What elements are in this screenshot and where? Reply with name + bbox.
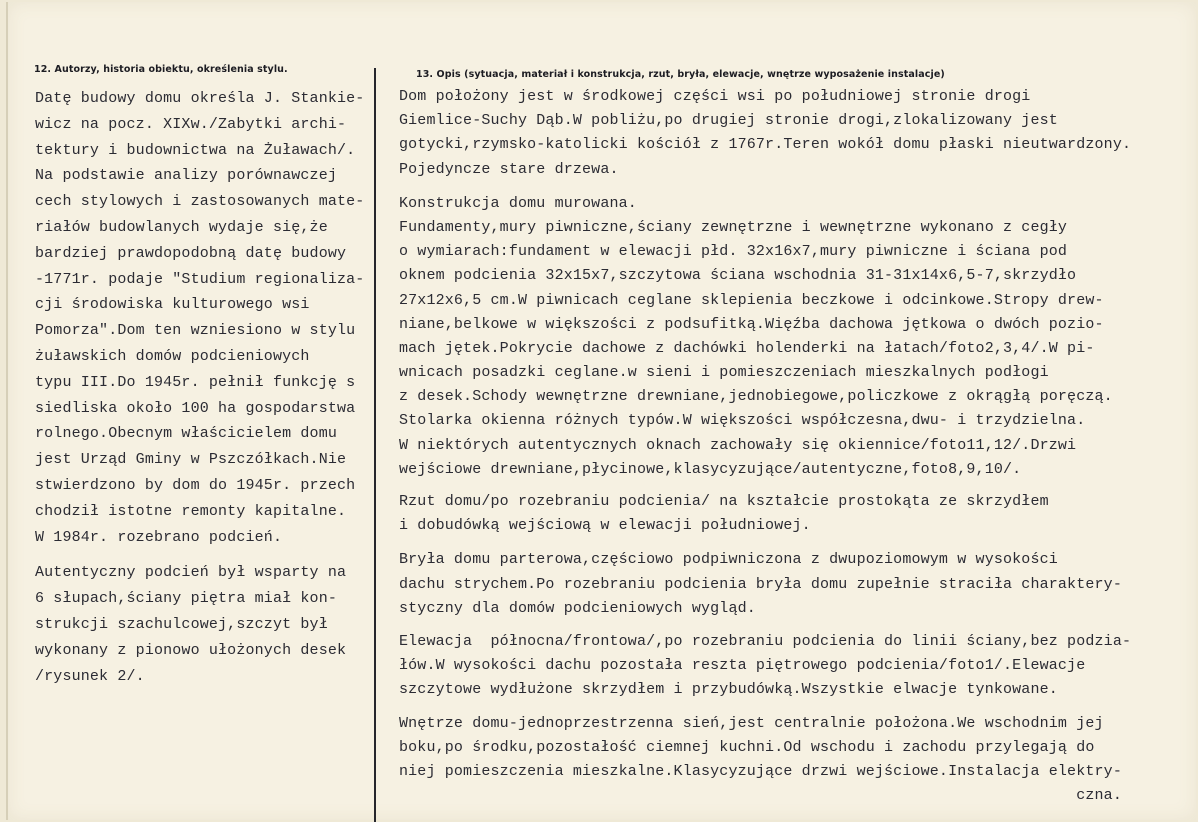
section-12-header: 12. Autorzy, historia obiektu, określenia stylu. xyxy=(34,64,288,75)
left-column-paragraph xyxy=(35,86,371,550)
text-line: rolnego.Obecnym właścicielem domu xyxy=(35,425,337,443)
text-line: żuławskich domów podcieniowych xyxy=(35,347,310,365)
right-column-paragraph xyxy=(399,548,1189,621)
text-line: styczny dla domów podcieniowych wygląd. xyxy=(399,599,756,617)
text-line: chodził istotne remonty kapitalne. xyxy=(35,502,347,520)
text-line: szczytowe wydłużone skrzydłem i przybudówką.Wszystkie elwacje tynkowane. xyxy=(399,681,1058,699)
section-13-header: 13. Opis (sytuacja, materiał i konstrukcja, rzut, bryła, elewacje, wnętrze wyposażenie instalacje) xyxy=(416,69,945,80)
text-line: bardziej prawdopodobną datę budowy xyxy=(35,244,347,262)
text-line: jest Urząd Gminy w Pszczółkach.Nie xyxy=(35,451,347,469)
text-line: strukcji szachulcowej,szczyt był xyxy=(35,615,328,633)
text-line: czna. xyxy=(399,787,1122,805)
text-line: o wymiarach:fundament w elewacji płd. 32x16x7,mury piwniczne i ściana pod xyxy=(399,243,1068,261)
text-line: Pomorza".Dom ten wzniesiono w stylu xyxy=(35,322,356,340)
text-line: boku,po środku,pozostałość ciemnej kuchni.Od wschodu i zachodu przylegają do xyxy=(399,738,1095,756)
text-line: cech stylowych i zastosowanych mate- xyxy=(35,193,365,211)
right-column-paragraph xyxy=(399,630,1189,703)
text-line: Dom położony jest w środkowej części wsi po południowej stronie drogi xyxy=(399,88,1031,105)
right-column-text xyxy=(399,85,1189,808)
text-line: Bryła domu parterowa,częściowo podpiwniczona z dwupoziomowym w wysokości xyxy=(399,551,1058,569)
text-line: Pojedyncze stare drzewa. xyxy=(399,160,619,178)
text-line: Elewacja północna/frontowa/,po rozebraniu podcienia do linii ściany,bez podzia- xyxy=(399,632,1132,650)
left-column-text xyxy=(35,86,371,689)
text-line: mach jętek.Pokrycie dachowe z dachówki holenderki na łatach/foto2,3,4/.W pi- xyxy=(399,339,1095,357)
text-line: z desek.Schody wewnętrzne drewniane,jednobiegowe,policzkowe z okrągłą poręczą. xyxy=(399,388,1113,406)
text-line: Na podstawie analizy porównawczej xyxy=(35,167,337,185)
text-line: tektury i budownictwa na Żuławach/. xyxy=(35,141,356,159)
text-line: Rzut domu/po rozebraniu podcienia/ na kształcie prostokąta ze skrzydłem xyxy=(399,493,1049,510)
text-line: Giemlice-Suchy Dąb.W pobliżu,po drugiej stronie drogi,zlokalizowany jest xyxy=(399,112,1058,130)
text-line: Autentyczny podcień był wsparty na xyxy=(35,564,347,582)
text-line: Konstrukcja domu murowana. xyxy=(399,194,637,212)
text-line: łów.W wysokości dachu pozostała reszta piętrowego podcienia/foto1/.Elewacje xyxy=(399,657,1086,675)
right-column-paragraph xyxy=(399,85,1189,182)
text-line: Wnętrze domu-jednoprzestrzenna sień,jest centralnie położona.We wschodnim jej xyxy=(399,714,1104,732)
text-line: 27x12x6,5 cm.W piwnicach ceglane sklepienia beczkowe i odcinkowe.Stropy drew- xyxy=(399,291,1104,309)
right-column-paragraph xyxy=(399,712,1189,809)
text-line: gotycki,rzymsko-katolicki kościół z 1767r.Teren wokół domu płaski nieutwardzony. xyxy=(399,136,1132,154)
text-line: typu III.Do 1945r. pełnił funkcję s xyxy=(35,373,356,391)
text-line: W niektórych autentycznych oknach zachowały się okiennice/foto11,12/.Drzwi xyxy=(399,436,1077,454)
text-line: riałów budowlanych wydaje się,że xyxy=(35,218,328,236)
text-line: 6 słupach,ściany piętra miał kon- xyxy=(35,590,337,608)
right-column-paragraph xyxy=(399,490,1189,538)
text-line: stwierdzono by dom do 1945r. przech xyxy=(35,476,356,494)
text-line: Fundamenty,mury piwniczne,ściany zewnętrzne i wewnętrzne wykonano z cegły xyxy=(399,218,1068,236)
text-line: i dobudówką wejściową w elewacji południowej. xyxy=(399,517,811,535)
text-line: Datę budowy domu określa J. Stankie- xyxy=(35,90,365,107)
left-column-paragraph xyxy=(35,560,371,689)
text-line: dachu strychem.Po rozebraniu podcienia bryła domu zupełnie straciła charaktery- xyxy=(399,575,1122,593)
text-line: siedliska około 100 ha gospodarstwa xyxy=(35,399,356,417)
text-line: oknem podcienia 32x15x7,szczytowa ściana wschodnia 31-31x14x6,5-7,skrzydło xyxy=(399,267,1077,285)
text-line: niane,belkowe w większości z podsufitką.Więźba dachowa jętkowa o dwóch pozio- xyxy=(399,315,1104,333)
text-line: /rysunek 2/. xyxy=(35,667,145,685)
text-line: W 1984r. rozebrano podcień. xyxy=(35,528,283,546)
text-line: -1771r. podaje "Studium regionaliza- xyxy=(35,270,365,288)
text-line: wicz na pocz. XIXw./Zabytki archi- xyxy=(35,115,347,133)
right-column-paragraph xyxy=(399,192,1189,482)
text-line: wnicach posadzki ceglane.w sieni i pomieszczeniach mieszkalnych podłogi xyxy=(399,364,1049,382)
text-line: wejściowe drewniane,płycinowe,klasycyzujące/autentyczne,foto8,9,10/. xyxy=(399,460,1022,478)
text-line: cji środowiska kulturowego wsi xyxy=(35,296,310,314)
text-line: Stolarka okienna różnych typów.W większości współczesna,dwu- i trzydzielna. xyxy=(399,412,1086,430)
column-divider xyxy=(374,68,376,822)
text-line: niej pomieszczenia mieszkalne.Klasycyzujące drzwi wejściowe.Instalacja elektry- xyxy=(399,762,1122,780)
text-line: wykonany z pionowo ułożonych desek xyxy=(35,641,347,659)
